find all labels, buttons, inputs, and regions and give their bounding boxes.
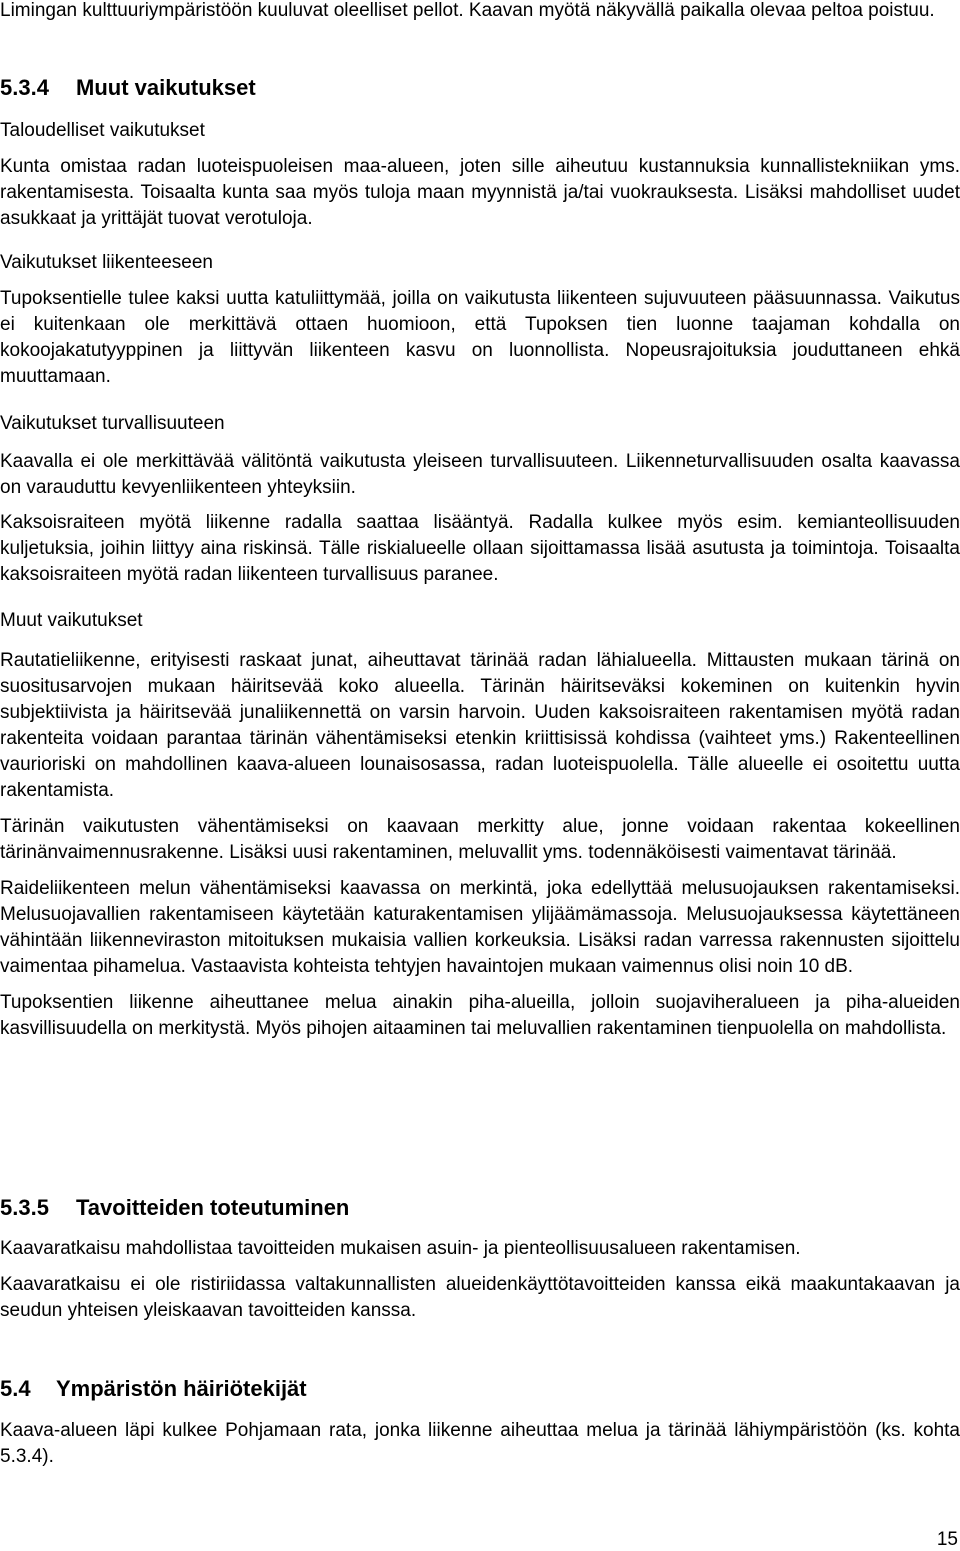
section-number: 5.3.5 (0, 1195, 49, 1220)
safety-paragraph-2: Kaksoisraiteen myötä liikenne radalla saattaa lisääntyä. Radalla kulkee myös esim. kemianteollisuuden kuljetuksia, joihin liittyy aina riskinsä. Tälle riskialueelle ollaan sijoittamassa lisää asutusta ja toimintoja. Toisaalta kaksoisraiteen myötä radan liikenteen turvallisuus paranee. (0, 512, 960, 585)
goals-paragraph-2: Kaavaratkaisu ei ole ristiriidassa valtakunnallisten alueidenkäyttötavoitteiden kanssa eikä maakuntakaavan ja seudun yhteisen yleiskaavan tavoitteiden kanssa. (0, 1274, 960, 1321)
intro-block (0, 0, 960, 24)
other-block (0, 608, 960, 1042)
economic-paragraph: Kunta omistaa radan luoteispuoleisen maa-alueen, joten sille aiheutuu kustannuksia kunnallistekniikan yms. rakentamisesta. Toisaalta kunta saa myös tuloja maan myynnistä ja/tai vuokrauksesta. Lisäksi mahdolliset uudet asukkaat ja yrittäjät tuovat verotuloja. (0, 156, 960, 229)
section-title: Muut vaikutukset (76, 75, 256, 100)
other-paragraph-4: Tupoksentien liikenne aiheuttanee melua ainakin piha-alueilla, jolloin suojaviheralueen ja piha-alueiden kasvillisuudella on merkitystä. Myös pihojen aitaaminen tai meluvallien rakentaminen tienpuolella on mahdollista. (0, 992, 960, 1039)
section-title: Tavoitteiden toteutuminen (76, 1195, 350, 1220)
section-5-3-5-heading (0, 1195, 960, 1221)
section-5-4-body (0, 1418, 960, 1470)
economic-heading: Taloudelliset vaikutukset (0, 120, 205, 141)
page-number: 15 (936, 1529, 958, 1550)
traffic-paragraph: Tupoksentielle tulee kaksi uutta katuliittymää, joilla on vaikutusta liikenteen sujuvuuteen pääsuunnassa. Vaikutus ei kuitenkaan ole merkittävä ottaen huomioon, että Tupoksen tien luonne taajaman kohdalla on kokoojakatutyyppinen ja liittyvän liikenteen kasvu on luonnollista. Nopeusrajoituksia jouduttaneen ehkä muuttamaan. (0, 288, 960, 387)
safety-paragraph-1: Kaavalla ei ole merkittävää välitöntä vaikutusta yleiseen turvallisuuteen. Liikenneturvallisuuden osalta kaavassa on varauduttu kevyenliikenteen yhteyksiin. (0, 451, 960, 498)
goals-paragraph-1: Kaavaratkaisu mahdollistaa tavoitteiden mukaisen asuin- ja pienteollisuusalueen rakentamisen. (0, 1238, 801, 1259)
section-5-3-4-heading (0, 75, 960, 101)
section-5-3-5-body (0, 1236, 960, 1324)
disturbance-paragraph: Kaava-alueen läpi kulkee Pohjamaan rata, jonka liikenne aiheuttaa melua ja tärinää lähiympäristöön (ks. kohta 5.3.4). (0, 1420, 960, 1467)
other-paragraph-2: Tärinän vaikutusten vähentämiseksi on kaavaan merkitty alue, jonne voidaan rakentaa kokeellinen tärinänvaimennusrakenne. Lisäksi uusi rakentaminen, meluvallit yms. todennäköisesti vaimentavat tärinää. (0, 816, 960, 863)
other-paragraph-3: Raideliikenteen melun vähentämiseksi kaavassa on merkintä, joka edellyttää melusuojauksen rakentamiseksi. Melusuojavallien rakentamiseen käytetään katurakentamisen ylijäämämassoja. Melusuojauksessa käytettäneen vähintään liikenneviraston mitoituksen mukaisia vallien korkeuksia. Lisäksi radan varressa rakennusten sijoittelu vaimentaa pihamelua. Vastaavista kohteista tehtyjen havaintojen mukaan vaimennus olisi noin 10 dB. (0, 878, 960, 977)
safety-heading: Vaikutukset turvallisuuteen (0, 413, 225, 434)
section-5-4-heading (0, 1376, 960, 1402)
section-number: 5.4 (0, 1376, 31, 1401)
section-number: 5.3.4 (0, 75, 49, 100)
other-heading: Muut vaikutukset (0, 610, 143, 631)
other-paragraph-1: Rautatieliikenne, erityisesti raskaat junat, aiheuttavat tärinää radan lähialueella. Mittausten mukaan tärinä on suositusarvojen mukaan häiritsevää koko alueella. Tärinän häiritseväksi kokeminen on kuitenkin hyvin subjektiivista ja häiritsevää junaliikennettä on varsin harvoin. Uuden kaksoisraiteen rakentamisen myötä radan rakenteita voidaan parantaa tärinän vähentämiseksi etenkin kriittisissä kohdissa (vaihteet yms.) Rakenteellinen vaurioriski on mahdollinen kaava-alueen lounaisosassa, radan luoteispuolella. Tälle alueelle ei osoitettu uutta rakentamista. (0, 650, 960, 801)
traffic-block (0, 250, 960, 390)
intro-paragraph: Limingan kulttuuriympäristöön kuuluvat oleelliset pellot. Kaavan myötä näkyvällä paikalla olevaa peltoa poistuu. (0, 0, 935, 21)
economic-block (0, 118, 960, 232)
section-title: Ympäristön häiriötekijät (56, 1376, 307, 1401)
traffic-heading: Vaikutukset liikenteeseen (0, 252, 213, 273)
safety-block (0, 411, 960, 588)
